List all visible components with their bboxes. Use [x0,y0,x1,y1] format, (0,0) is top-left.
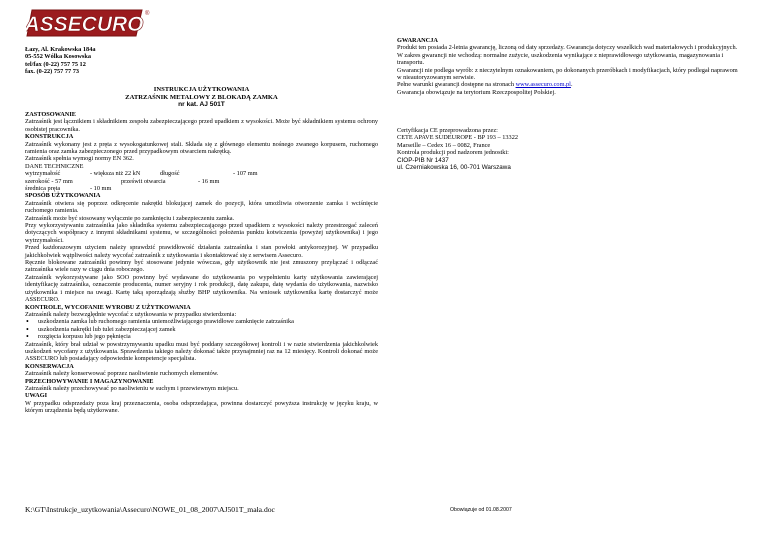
sposob-p5: Ręcznie blokowane zatrzaśniki powinny być stosowane jedynie wówczas, gdy użytkownik nie jest zmuszony przyłączać i odłączać zatrzaśnika wiele razy w ciągu dnia roboczego. [25,259,378,274]
uwagi-heading: UWAGI [25,392,48,400]
sposob-p4: Przed każdorazowym użyciem należy sprawdzić prawidłowość działania zatrzaśnika i stan powłoki antykorozyjnej. W przypadku jakichkolwiek wątpliwości należy wycofać zatrzaśnik z użytkowania i skontaktować się z serwisem Assecuro. [25,244,378,259]
spec-strength-label: wytrzymałość [25,170,61,178]
gwarancja-p1: Produkt ten posiada 2-letnia gwarancję, liczoną od daty sprzedaży. Gwarancja dotyczy wszelkich wad materiałowych i produkcyjnych. [397,44,738,52]
cert-line6: ul. Czerniakowska 16, 00-701 Warszawa [397,164,511,172]
spec-strength-value: - większa niż 22 kN [90,170,141,178]
cert-line2: CETE APAVE SUDEUROPE - BP 193 – 13322 [397,134,518,142]
effective-date: Obowiązuje od 01.08.2007 [450,507,512,513]
kontrole-list [25,318,378,340]
logo-graphic [26,6,152,40]
list-item: • rozgięcia korpusu lub jego pęknięcia [25,333,378,340]
certification-section [397,127,742,171]
sposob-p6: Zatrzaśnik wykorzystywane jako SOO powinny być wydawane do użytkowania po wypełnieniu karty użytkowania zawierającej identyfikację zatrzaśnika, oznaczenie producenta, numer seryjny i rok produkcji, datę zakupu, datę wydania do użytkowania, nazwisko użytkownika i miejsce na uwagi. Kartę taką sporządzają służby BHP użytkownika. Na wniosek użytkownika kartę dostarczyć może ASSECURO. [25,273,378,304]
spec-row-1 [25,170,378,177]
konstrukcja-text: Zatrzaśnik wykonany jest z pręta z wysokogatunkowej stali. Składa się z głównego elementu nośnego zwanego korpusem, ruchomego ramienia oraz zamka zabezpieczonego przed przypadkowym otwarciem nakrętką. [25,140,378,156]
spec-diameter-label: średnica pręta [25,185,61,193]
cert-line1: Certyfikacja CE przeprowadzona przez: [397,127,498,134]
address-fax: fax. (0-22) 757 77 73 [25,68,80,76]
gwarancja-p3: Gwarancji nie podlega wyrób: z nieczytelnym oznakowaniem, po dokonanych przeróbkach i modyfikacjach, który podlegał naprawom w nieautoryzowanym serwisie. [397,66,738,82]
sposob-p2: Zatrzaśnik może być stosowany wyłącznie po zamknięciu i zabezpieczeniu zamka. [25,214,235,222]
gwarancja-p4 [397,81,742,88]
kontrole-text: Zatrzaśnik, który brał udział w powstrzymywaniu upadku musi być poddany szczegółowej kontroli i w razie stwierdzenia jakichkolwiek uszkodzeń wycofany z użytkowania. Sprawdzenia takiego należy dokonać także przynajmniej raz na 12 miesięcy. Kontroli dokonać może ASSECURO lub posiadający odpowiednie kompetencje specjalista. [25,340,378,363]
assecuro-website-link[interactable]: www.assecuro.com.pl [515,81,571,89]
cert-line5: CIOP-PIB Nr 1437 [397,156,449,164]
company-address [25,46,378,76]
spec-row-2 [25,178,378,185]
kontrole-intro: Zatrzaśnik należy bezwzględnie wycofać z użytkowania w przypadku stwierdzenia: [25,310,237,318]
spec-opening-value: - 16 mm [198,177,220,185]
spec-opening-label: prześwit otwarcia [121,177,166,185]
konserwacja-text: Zatrzaśnik należy konserwować poprzez naoliwienie ruchomych elementów. [25,370,219,378]
dane-heading: DANE TECHNICZNE [25,162,84,170]
document-file-path: K:\GT\Instrukcje_uzytkowania\Assecuro\NOWE_01_08_2007\AJ501T_mała.doc [25,505,275,514]
logo-text: ASSECURO [26,13,144,36]
left-column [25,111,378,415]
spec-length-value: - 107 mm [233,170,258,178]
konstrukcja-heading: KONSTRUKCJA [25,133,74,141]
cert-line4: Kontrola produkcji pod nadzorem jednostki: [397,149,509,157]
gwarancja-p5: Gwarancja obowiązuje na terytorium Rzeczpospolitej Polskiej. [397,88,556,96]
warranty-section [397,37,742,96]
spec-diameter-value: - 10 mm [90,185,112,193]
cert-line3: Marseille – Cedex 16 – 0082, France [397,141,491,149]
assecuro-logo [26,6,152,40]
address-tel: tel/fax (0-22) 757 75 12 [25,60,86,68]
zastosowanie-heading: ZASTOSOWANIE [25,111,76,118]
title-catalog-number: nr kat. AJ 501T [178,101,225,109]
uwagi-text: W przypadku odsprzedaży poza kraj przeznaczenia, osoba odsprzedająca, powinna dostarczyć powyższa instrukcję w języku kraju, w którym urządzenia będą użytkowane. [25,399,378,415]
address-street: Łazy, Al. Krakowska 184a [25,46,96,53]
list-item: • uszkodzenia zamka lub ruchomego ramienia uniemożliwiającego prawidłowe zamknięcie zatrzaśnika [25,318,378,325]
document-title [25,86,378,109]
spec-length-label: długość [160,170,180,178]
sposob-p3: Przy wykorzystywaniu zatrzaśnika jako składnika systemu zabezpieczającego przed upadkiem z wysokości należy przestrzegać zaleceń dotyczących współpracy z innymi składnikami systemu, w szczególności położenia punktu kotwiczenia (powyżej użytkownika) i jego wytrzymałości. [25,222,378,244]
konserwacja-heading: KONSERWACJA [25,362,74,370]
konstrukcja-norm: Zatrzaśnik spełnia wymogi normy EN 362. [25,155,134,163]
sposob-heading: SPOSÓB UŻYTKOWANIA [25,192,101,200]
gwarancja-p4-text: Pełne warunki gwarancji dostępne na stronach [397,81,514,89]
sposob-p1: Zatrzaśnik otwiera się poprzez odkręcenie nakrętki blokującej zamek do pozycji, która umożliwia otworzenie zamka i wciśnięcie ruchomego ramienia. [25,199,378,215]
zastosowanie-text: Zatrzaśnik jest łącznikiem i składnikiem zespołu zabezpieczającego przed upadkiem z wysokości. Może być składnikiem systemu ochrony osobistej pracownika. [25,118,378,133]
przechowywanie-heading: PRZECHOWYWANIE I MAGAZYNOWANIE [25,377,154,385]
przechowywanie-text: Zatrzaśnik należy przechowywać po naoliwieniu w suchym i przewiewnym miejscu. [25,384,239,392]
list-item: • uszkodzenia nakrętki lub tulei zabezpieczającej zamek [25,326,378,333]
address-city: 05-552 Wólka Kosowska [25,53,92,61]
gwarancja-heading: GWARANCJA [397,37,438,44]
kontrole-heading: KONTROLE, WYCOFANIE WYROBU Z UŻYTKOWANIA [25,303,191,311]
logo-trademark: ® [145,11,150,17]
spec-width: szerokość - 57 mm [25,177,73,185]
title-line1: INSTRUKCJA UŻYTKOWANIA [153,86,250,93]
title-line2: ZATRZAŚNIK METALOWY Z BLOKADĄ ZAMKA [125,93,278,101]
gwarancja-p2: W zakres gwarancji nie wchodzą: normalne zużycie, uszkodzenia wynikające z nieprawidłowego użytkowania, magazynowania i transportu. [397,51,724,67]
spec-row-3 [25,185,378,192]
gwarancja-p4-end: . [570,81,573,89]
